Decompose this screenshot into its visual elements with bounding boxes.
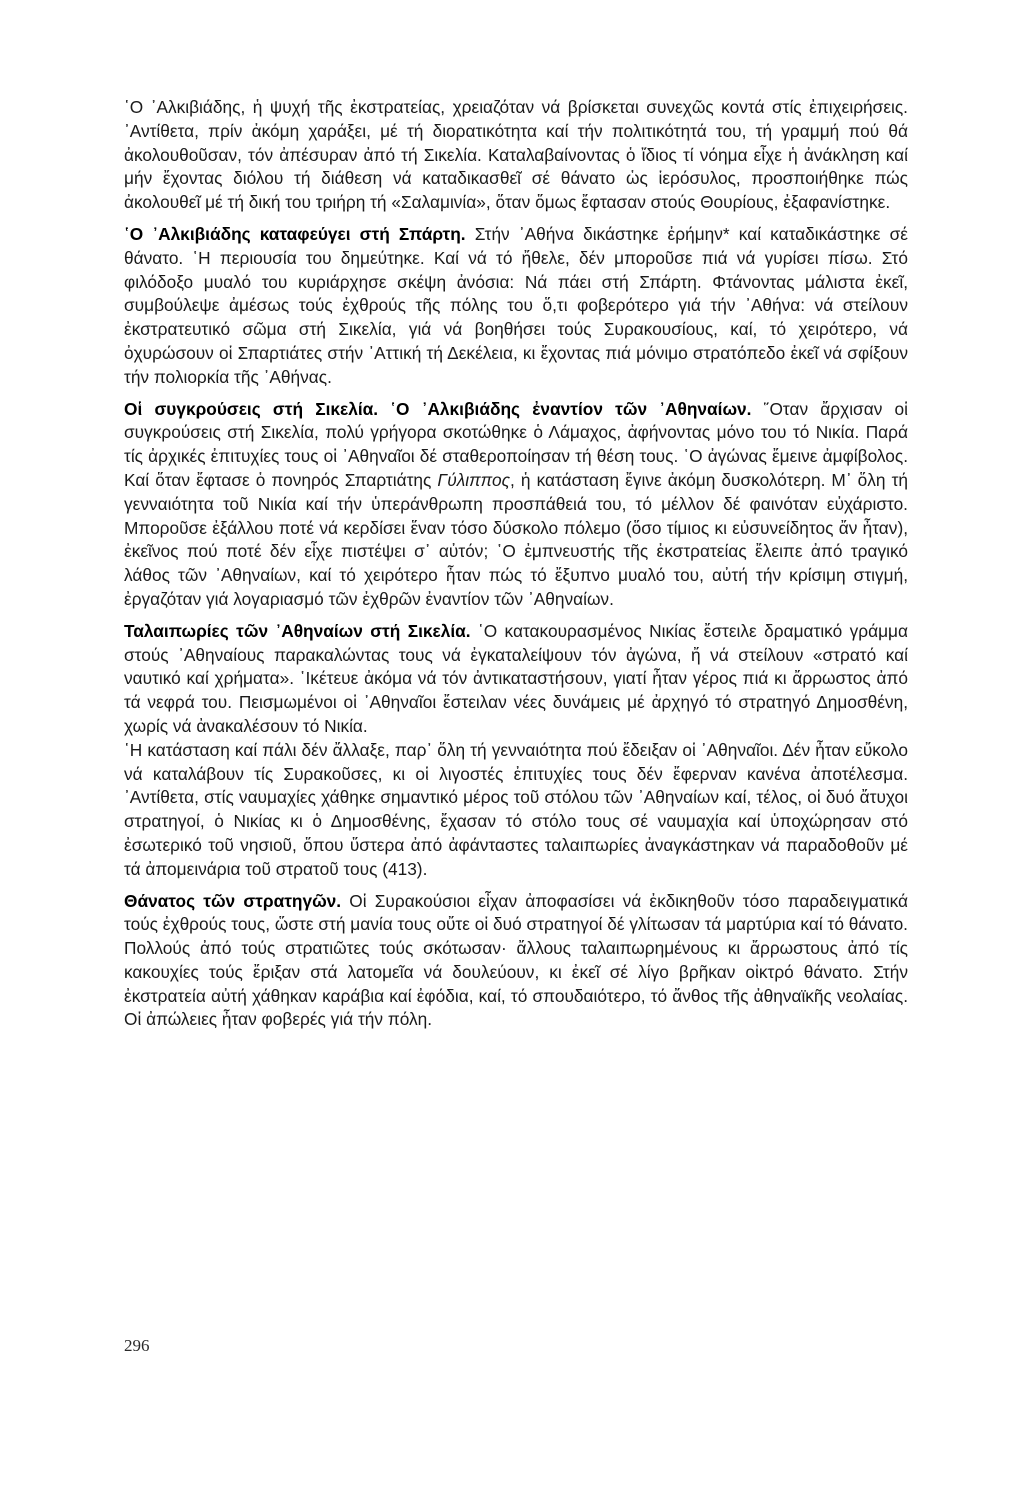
paragraph-death-of-generals (124, 890, 908, 1033)
paragraph-body: ῾Ο ᾽Αλκιβιάδης, ἡ ψυχή τῆς ἐκστρατείας, χρειαζόταν νά βρίσκεται συνεχῶς κοντά στίς ἐπιχειρήσεις. ᾽Αντίθετα, πρίν ἀκόμη χαράξει, μέ τή διορατικότητα καί τήν πολιτικότητά του, τή γραμμή πού θά ἀκολουθοῦσαν, τόν ἀπέσυραν ἀπό τή Σικελία. Καταλαβαίνοντας ὁ ἴδιος τί νόημα εἶχε ἡ ἀνάκληση καί μήν ἔχοντας διόλου τή διάθεση νά καταδικασθεῖ σέ θάνατο ὡς ἱερόσυλος, προσποιήθηκε πώς ἀκολουθεῖ μέ τή δική του τριήρη τή «Σαλαμινία», ὅταν ὅμως ἔφτασαν στούς Θουρίους, ἐξαφανίστηκε. (124, 97, 908, 213)
paragraph-body: ῾Η κατάσταση καί πάλι δέν ἄλλαξε, παρ᾽ ὅλη τή γενναιότητα πού ἔδειξαν οἱ ᾽Αθηναῖοι. Δέν ἦταν εὔκολο νά καταλάβουν τίς Συρακοῦσες, κι οἱ λιγοστές ἐπιτυχίες τους δέν ἔφερναν κανένα ἀποτέλεσμα. ᾽Αντίθετα, στίς ναυμαχίες χάθηκε σημαντικό μέρος τοῦ στόλου τῶν ᾽Αθηναίων καί, τέλος, οἱ δυό ἄτυχοι στρατηγοί, ὁ Νικίας κι ὁ Δημοσθένης, ἔχασαν τό στόλο τους σέ ναυμαχία καί ὑποχώρησαν στό ἐσωτερικό τοῦ νησιοῦ, ὅπου ὕστερα ἀπό ἀφάνταστες ταλαιπωρίες ἀναγκάστηκαν νά παραδοθοῦν μέ τά ἀπομεινάρια τοῦ στρατοῦ τους (413). (124, 739, 908, 879)
paragraph-alcibiades-recall (124, 96, 908, 215)
page-number: 296 (124, 1336, 150, 1355)
paragraph-body: Οἱ Συρακούσιοι εἶχαν ἀποφασίσει νά ἐκδικηθοῦν τόσο παραδειγματικά τούς ἐχθρούς τους, ὥστε στή μανία τους οὔτε οἱ δυό στρατηγοί δέ γλίτωσαν τά μαρτύρια καί τό θάνατο. Πολλούς ἀπό τούς στρατιῶτες τούς σκότωσαν· ἄλλους ταλαιπωρημένους κι ἄρρωστους ἀπό τίς κακουχίες τούς ἔριξαν στά λατομεῖα νά δουλεύουν, κι ἐκεῖ σέ λίγο βρῆκαν οἰκτρό θάνατο. Στήν ἐκστρατεία αὐτή χάθηκαν καράβια καί ἐφόδια, καί, τό σπουδαιότερο, τό ἄνθος τῆς ἀθηναϊκῆς νεολαίας. Οἱ ἀπώλειες ἦταν φοβερές γιά τήν πόλη. (124, 890, 908, 1030)
paragraph-athenian-hardships (124, 620, 908, 739)
italic-name-gylippus: Γύλιππος (437, 469, 511, 490)
section-heading: Ταλαιπωρίες τῶν ᾽Αθηναίων στή Σικελία. (124, 620, 471, 641)
paragraph-sicily-conflicts (124, 398, 908, 612)
section-heading: Θάνατος τῶν στρατηγῶν. (124, 890, 342, 911)
section-heading: Οἱ συγκρούσεις στή Σικελία. ῾Ο ᾽Αλκιβιάδης ἐναντίον τῶν ᾽Αθηναίων. (124, 398, 752, 419)
paragraph-body-continued: , ἡ κατάσταση ἔγινε ἀκόμη δυσκολότερη. Μ᾽ ὅλη τή γενναιότητα τοῦ Νικία καί τήν ὑπεράνθρωπη προσπάθειά του, τό μέλλον δέ φαινόταν εὐχάριστο. Μποροῦσε ἐξάλλου ποτέ νά κερδίσει ἕναν τόσο δύσκολο πόλεμο (ὅσο τίμιος κι εὐσυνείδητος ἄν ἦταν), ἐκεῖνος πού ποτέ δέν εἶχε πιστέψει σ᾽ αὐτόν; ῾Ο ἐμπνευστής τῆς ἐκστρατείας ἔλειπε ἀπό τραγικό λάθος τῶν ᾽Αθηναίων, καί τό χειρότερο ἦταν πώς τό ἔξυπνο μυαλό του, αὐτή τήν κρίσιμη στιγμή, ἐργαζόταν γιά λογαριασμό τῶν ἐχθρῶν ἐναντίον τῶν ᾽Αθηναίων. (124, 469, 909, 609)
paragraph-body: ῾Ο κατακουρασμένος Νικίας ἔστειλε δραματικό γράμμα στούς ᾽Αθηναίους παρακαλώντας τους νά ἐγκαταλείψουν τόν ἀγώνα, ἤ νά στείλουν «στρατό καί ναυτικό καί χρήματα». ῾Ικέτευε ἀκόμα νά τόν ἀντικαταστήσουν, γιατί ἦταν γέρος πιά κι ἄρρωστος ἀπό τά νεφρά του. Πεισμωμένοι οἱ ᾽Αθηναῖοι ἔστειλαν νέες δυνάμεις μέ ἀρχηγό τό στρατηγό Δημοσθένη, χωρίς νά ἀνακαλέσουν τό Νικία. (124, 620, 908, 736)
paragraph-body: ῞Οταν ἄρχισαν οἱ συγκρούσεις στή Σικελία, πολύ γρήγορα σκοτώθηκε ὁ Λάμαχος, ἀφήνοντας μόνο του τό Νικία. Παρά τίς ἀρχικές ἐπιτυχίες τους οἱ ᾽Αθηναῖοι δέ σταθεροποίησαν τή θέση τους. ῾Ο ἀγώνας ἔμεινε ἀμφίβολος. Καί ὅταν ἔφτασε ὁ πονηρός Σπαρτιάτης (124, 398, 909, 490)
paragraph-situation-unchanged (124, 739, 908, 882)
section-heading: ῾Ο ᾽Αλκιβιάδης καταφεύγει στή Σπάρτη. (124, 223, 466, 244)
paragraph-body: Στήν ᾽Αθήνα δικάστηκε ἐρήμην* καί καταδικάστηκε σέ θάνατο. ῾Η περιουσία του δημεύτηκε. Καί νά τό ἤθελε, δέν μποροῦσε πιά νά γυρίσει πίσω. Στό φιλόδοξο μυαλό του κυριάρχησε σκέψη ἀνόσια: Νά πάει στή Σπάρτη. Φτάνοντας μάλιστα ἐκεῖ, συμβούλεψε ἀμέσως τούς ἐχθρούς τῆς πόλης του ὅ,τι φοβερότερο γιά τήν ᾽Αθήνα: νά στείλουν ἐκστρατευτικό σῶμα στή Σικελία, γιά νά βοηθήσει τούς Συρακουσίους, καί, τό χειρότερο, νά ὀχυρώσουν οἱ Σπαρτιάτες στήν ᾽Αττική τή Δεκέλεια, κι ἔχοντας πιά μόνιμο στρατόπεδο ἐκεῖ νά σφίξουν τήν πολιορκία τῆς ᾽Αθήνας. (124, 223, 908, 387)
page-text (124, 96, 908, 1032)
paragraph-alcibiades-sparta (124, 223, 908, 390)
